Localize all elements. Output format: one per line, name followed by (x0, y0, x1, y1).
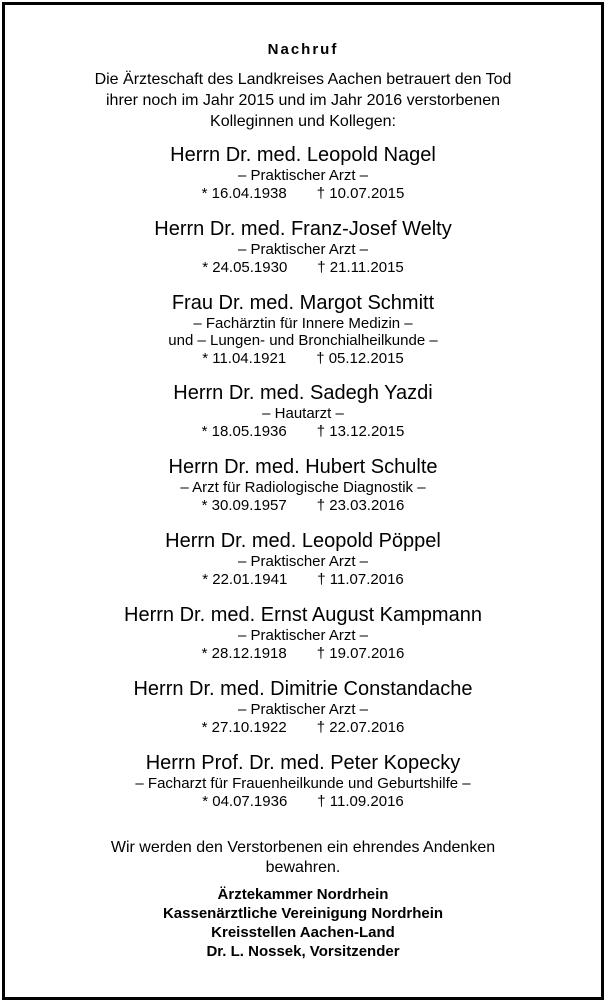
deceased-role: – Praktischer Arzt – (237, 241, 369, 258)
signature-line: Kassenärztliche Vereinigung Nordrhein (162, 905, 444, 922)
deceased-role: – Praktischer Arzt – (237, 627, 369, 644)
deceased-role: – Praktischer Arzt – (237, 701, 369, 718)
birth-date: * 24.05.1930 (202, 259, 288, 276)
birth-date: * 18.05.1936 (201, 423, 287, 440)
deceased-entry (5, 143, 601, 217)
deceased-role: – Facharzt für Frauenheilkunde und Geburtshilfe – (135, 775, 471, 792)
life-dates (5, 184, 601, 203)
deceased-name: Herrn Prof. Dr. med. Peter Kopecky (145, 752, 461, 774)
closing-line: Wir werden den Verstorbenen ein ehrendes Andenken (110, 839, 496, 856)
life-dates (5, 258, 601, 277)
deceased-name: Herrn Dr. med. Ernst August Kampmann (124, 604, 482, 626)
intro-text (25, 69, 581, 132)
deceased-entry (5, 751, 601, 825)
deceased-entry (5, 529, 601, 603)
birth-date: * 28.12.1918 (201, 645, 287, 662)
death-date: † 13.12.2015 (316, 423, 405, 440)
deceased-list (5, 143, 601, 825)
death-date: † 11.07.2016 (317, 571, 404, 588)
deceased-name: Frau Dr. med. Margot Schmitt (171, 292, 435, 314)
deceased-role: – Arzt für Radiologische Diagnostik – (180, 479, 426, 496)
deceased-role: und – Lungen- und Bronchialheilkunde – (168, 332, 438, 349)
deceased-entry (5, 381, 601, 455)
death-date: † 19.07.2016 (316, 645, 405, 662)
death-date: † 22.07.2016 (316, 719, 405, 736)
death-date: † 23.03.2016 (316, 497, 405, 514)
deceased-name: Herrn Dr. med. Dimitrie Constandache (133, 678, 473, 700)
deceased-name: Herrn Dr. med. Franz-Josef Welty (154, 218, 452, 240)
birth-date: * 30.09.1957 (201, 497, 287, 514)
deceased-role: – Fachärztin für Innere Medizin – (193, 315, 413, 332)
closing-line: bewahren. (265, 859, 341, 876)
life-dates (5, 496, 601, 515)
death-date: † 05.12.2015 (316, 350, 404, 367)
deceased-role: – Praktischer Arzt – (237, 167, 369, 184)
intro-line: Kolleginnen und Kollegen: (210, 113, 396, 130)
birth-date: * 27.10.1922 (201, 719, 287, 736)
deceased-entry (5, 217, 601, 291)
deceased-name: Herrn Dr. med. Hubert Schulte (168, 456, 438, 478)
signature-line: Dr. L. Nossek, Vorsitzender (206, 943, 400, 960)
signature-line: Ärztekammer Nordrhein (217, 886, 389, 903)
deceased-name: Herrn Dr. med. Leopold Pöppel (165, 530, 441, 552)
death-date: † 11.09.2016 (317, 793, 404, 810)
death-date: † 10.07.2015 (316, 185, 405, 202)
obituary-notice (2, 2, 604, 1000)
deceased-entry (5, 603, 601, 677)
life-dates (5, 422, 601, 441)
deceased-name: Herrn Dr. med. Leopold Nagel (170, 144, 436, 166)
deceased-role: – Hautarzt – (262, 405, 344, 422)
intro-line: Die Ärzteschaft des Landkreises Aachen betrauert den Tod (94, 71, 512, 88)
life-dates (5, 792, 601, 811)
notice-title: Nachruf (267, 41, 339, 58)
intro-line: ihrer noch im Jahr 2015 und im Jahr 2016 verstorbenen (106, 92, 500, 109)
deceased-name: Herrn Dr. med. Sadegh Yazdi (173, 382, 433, 404)
signature-block (5, 885, 601, 961)
birth-date: * 22.01.1941 (202, 571, 288, 588)
deceased-entry (5, 455, 601, 529)
birth-date: * 16.04.1938 (201, 185, 287, 202)
life-dates (5, 570, 601, 589)
birth-date: * 11.04.1921 (202, 350, 287, 367)
deceased-entry (5, 677, 601, 751)
birth-date: * 04.07.1936 (202, 793, 288, 810)
deceased-role: – Praktischer Arzt – (237, 553, 369, 570)
death-date: † 21.11.2015 (317, 259, 404, 276)
life-dates (5, 718, 601, 737)
closing-text (25, 838, 581, 878)
signature-line: Kreisstellen Aachen-Land (211, 924, 395, 941)
life-dates (5, 644, 601, 663)
deceased-entry (5, 291, 601, 381)
life-dates (5, 349, 601, 368)
